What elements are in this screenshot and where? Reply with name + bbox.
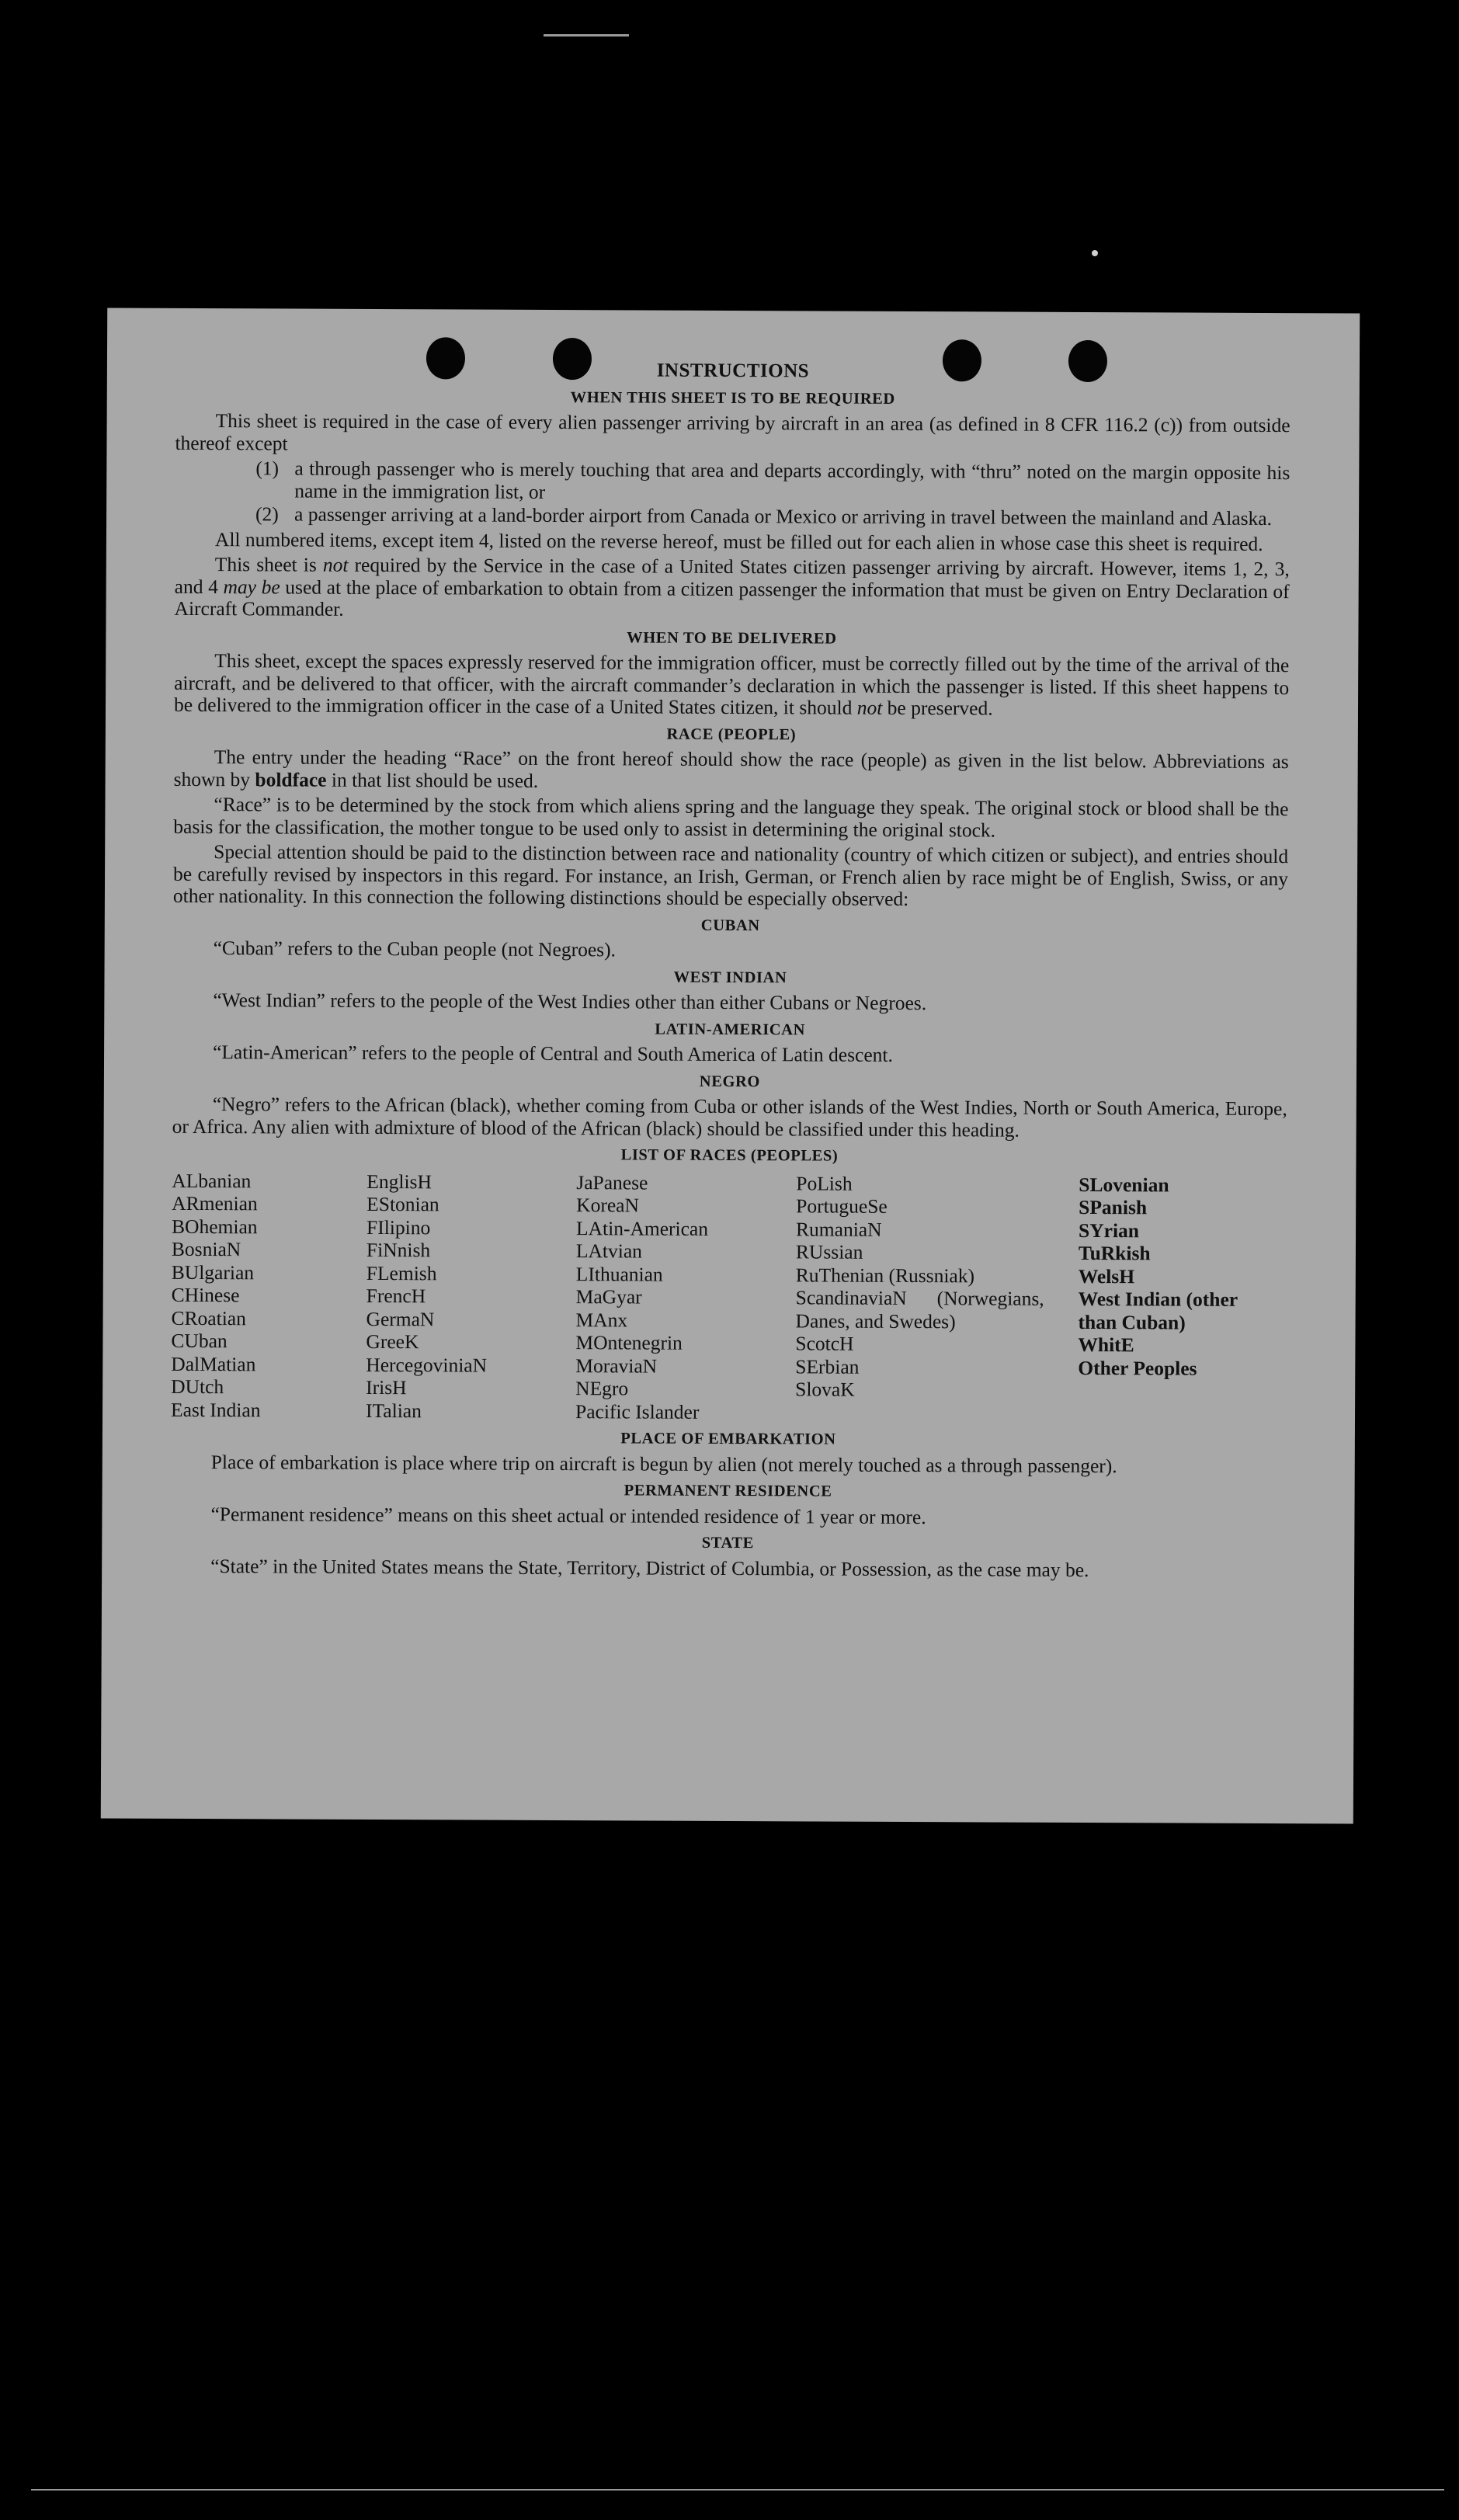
instructions-title: INSTRUCTIONS [656,360,810,382]
paragraph: Special attention should be paid to the distinction between race and nationality (country of which citizen or subject), and entries should be carefully revised by inspectors in this regard. For instance, an Irish, German, or French alien by race might be of English, Swiss, or any other nationality. In this connection the following distinctions should be especially observed: [172,840,1289,911]
race-entry: RUssian [795,1240,863,1263]
race-entry: RumaniaN [796,1217,882,1241]
race-entry: CUban [171,1329,228,1353]
race-entry: GermaN [366,1307,435,1330]
race-entry: ALbanian [172,1169,252,1192]
race-entry: FIlipino [366,1215,431,1239]
paragraph: “Cuban” refers to the Cuban people (not Negroes). [213,937,617,961]
race-entry: TuRkish [1078,1241,1151,1265]
emphasis: not [856,696,883,719]
race-entry: NEgro [575,1377,629,1400]
race-entry: SlovaK [795,1378,855,1401]
race-entry: DalMatian [171,1352,256,1375]
races-column-1 [171,1169,366,1422]
list-text: a passenger arriving at a land-border airport from Canada or Mexico or arriving in travel between the mainland and Alaska. [294,502,1273,530]
races-column-5 [1078,1173,1287,1426]
section-heading-embarkation: PLACE OF EMBARKATION [620,1430,836,1448]
section-heading-when-required: WHEN THIS SHEET IS TO BE REQUIRED [570,388,895,408]
text-run: required by the Service in the case of a United States citizen passenger arriving by aircraft. However, items 1, 2, 3, and 4 [174,553,1290,598]
section-heading-list-of-races: LIST OF RACES (PEOPLES) [620,1146,839,1165]
section-heading-state: STATE [701,1534,754,1552]
race-entry: RuThenian (Russniak) [795,1263,975,1287]
race-entry: MOntenegrin [575,1331,683,1354]
race-entry: MaGyar [575,1285,642,1309]
paragraph: “Negro” refers to the African (black), whether coming from Cuba or other islands of the West Indies, North or South America, Europe, or Africa. Any alien with admixture of blood of the African (black) should be classified under this heading. [172,1093,1287,1142]
race-entry: IrisH [366,1375,407,1399]
race-entry: FiNnish [366,1238,431,1262]
race-entry: East Indian [170,1398,261,1421]
section-heading-cuban: CUBAN [700,916,760,934]
race-entry: Other Peoples [1078,1356,1197,1380]
paragraph: This sheet is required in the case of every alien passenger arriving by aircraft in an area (as defined in 8 CFR 116.2 (c)) from outside thereof except [175,409,1291,455]
emphasis: may be [223,575,280,598]
race-entry: SErbian [795,1354,860,1378]
paragraph: “Permanent residence” means on this sheet actual or intended residence of 1 year or more. [210,1502,926,1528]
race-entry: CHinese [171,1283,240,1307]
text-run: The entry under the heading “Race” on the front hereof should show the race (people) as given in the list below. Abbreviations as shown by [173,746,1289,791]
list-number: (1) [255,457,280,480]
document-sheet [101,308,1360,1823]
section-heading-latin-american: LATIN-AMERICAN [655,1020,806,1038]
list-text: a through passenger who is merely touching that area and departs accordingly, with “thru” noted on the margin opposite his name in the immigration list, or [294,457,1291,503]
race-entry: HercegoviniaN [366,1353,488,1377]
race-entry: ScandinaviaN (Norwegians, Danes, and Swedes) [795,1286,1044,1333]
section-heading-race: RACE (PEOPLE) [666,725,797,743]
race-entry: WhitE [1078,1333,1134,1357]
bold-word: boldface [255,767,327,791]
races-list [171,1169,1287,1426]
race-entry: EnglisH [366,1170,432,1193]
list-number: (2) [255,502,279,526]
race-entry: BUlgarian [171,1260,255,1284]
scan-line-bottom [31,2489,1444,2490]
race-entry: EStonian [366,1192,439,1216]
text-run: This sheet, except the spaces expressly reserved for the immigration officer, must be correctly filled out by the time of the arrival of the aircraft, and be delivered to that officer, with the aircraft commander’s declaration in which the passenger is listed. If this sheet happens to be delivered to the immigration officer in the case of a United States citizen, it should [173,649,1290,719]
race-entry: DUtch [171,1375,224,1399]
races-column-3 [575,1171,796,1424]
paragraph: Place of embarkation is place where trip on aircraft is begun by alien (not merely touched as a through passenger). [210,1450,1117,1477]
paragraph: “State” in the United States means the State, Territory, District of Columbia, or Possession, as the case may be. [210,1554,1089,1581]
list-item [255,457,1290,506]
race-entry: PoLish [796,1171,853,1195]
race-entry: SLovenian [1079,1173,1169,1196]
races-column-2 [366,1170,576,1423]
text-run: This sheet is [214,553,323,576]
text-run: in that list should be used. [326,768,539,792]
races-column-4 [795,1172,1079,1425]
race-entry: ITalian [365,1399,422,1422]
race-entry: FrencH [366,1284,426,1308]
race-entry: LIthuanian [575,1262,663,1286]
race-entry: LAtvian [575,1239,643,1263]
section-heading-negro: NEGRO [699,1072,761,1090]
race-entry: GreeK [366,1330,419,1354]
race-entry: ARmenian [172,1191,258,1215]
instructions-body [170,358,1291,1585]
paragraph [174,746,1289,795]
text-run: used at the place of embarkation to obtain from a citizen passenger the information that must be given on Entry Declaration of Aircraft Commander. [174,575,1290,620]
race-entry: MAnx [575,1308,628,1331]
dust-speck [1092,250,1098,256]
paragraph [174,554,1289,625]
scan-line-top [544,34,629,36]
race-entry: MoraviaN [575,1354,658,1378]
race-entry: FLemish [366,1261,437,1284]
race-entry: ScotcH [795,1332,854,1355]
paragraph: “West Indian” refers to the people of the West Indies other than either Cubans or Negroes. [213,989,927,1015]
race-entry: BosniaN [171,1237,241,1261]
race-entry: LAtin-American [576,1216,709,1240]
paragraph: All numbered items, except item 4, listed on the reverse hereof, must be filled out for each alien in whose case this sheet is required. [214,527,1263,555]
race-entry: Pacific Islander [575,1399,700,1423]
list-item [255,503,1290,530]
section-heading-west-indian: WEST INDIAN [673,968,787,986]
paragraph: “Race” is to be determined by the stock from which aliens spring and the language they speak. The original stock or blood shall be the basis for the classification, the mother tongue to be used only to assist in determining the original stock. [173,793,1289,841]
section-heading-residence: PERMANENT RESIDENCE [624,1482,832,1500]
race-entry: BOhemian [172,1215,258,1238]
race-entry: SYrian [1079,1218,1140,1242]
race-entry: KoreaN [576,1194,639,1217]
text-run: be preserved. [882,696,993,720]
race-entry: CRoatian [171,1306,246,1330]
section-heading-when-delivered: WHEN TO BE DELIVERED [627,628,837,648]
race-entry: West Indian (other than Cuban) [1078,1287,1238,1334]
emphasis: not [322,553,349,576]
race-entry: JaPanese [576,1170,648,1194]
race-entry: WelsH [1078,1264,1135,1288]
paragraph [174,650,1289,721]
race-entry: PortugueSe [796,1194,888,1218]
paragraph: “Latin-American” refers to the people of Central and South America of Latin descent. [213,1041,894,1066]
race-entry: SPanish [1079,1195,1148,1219]
